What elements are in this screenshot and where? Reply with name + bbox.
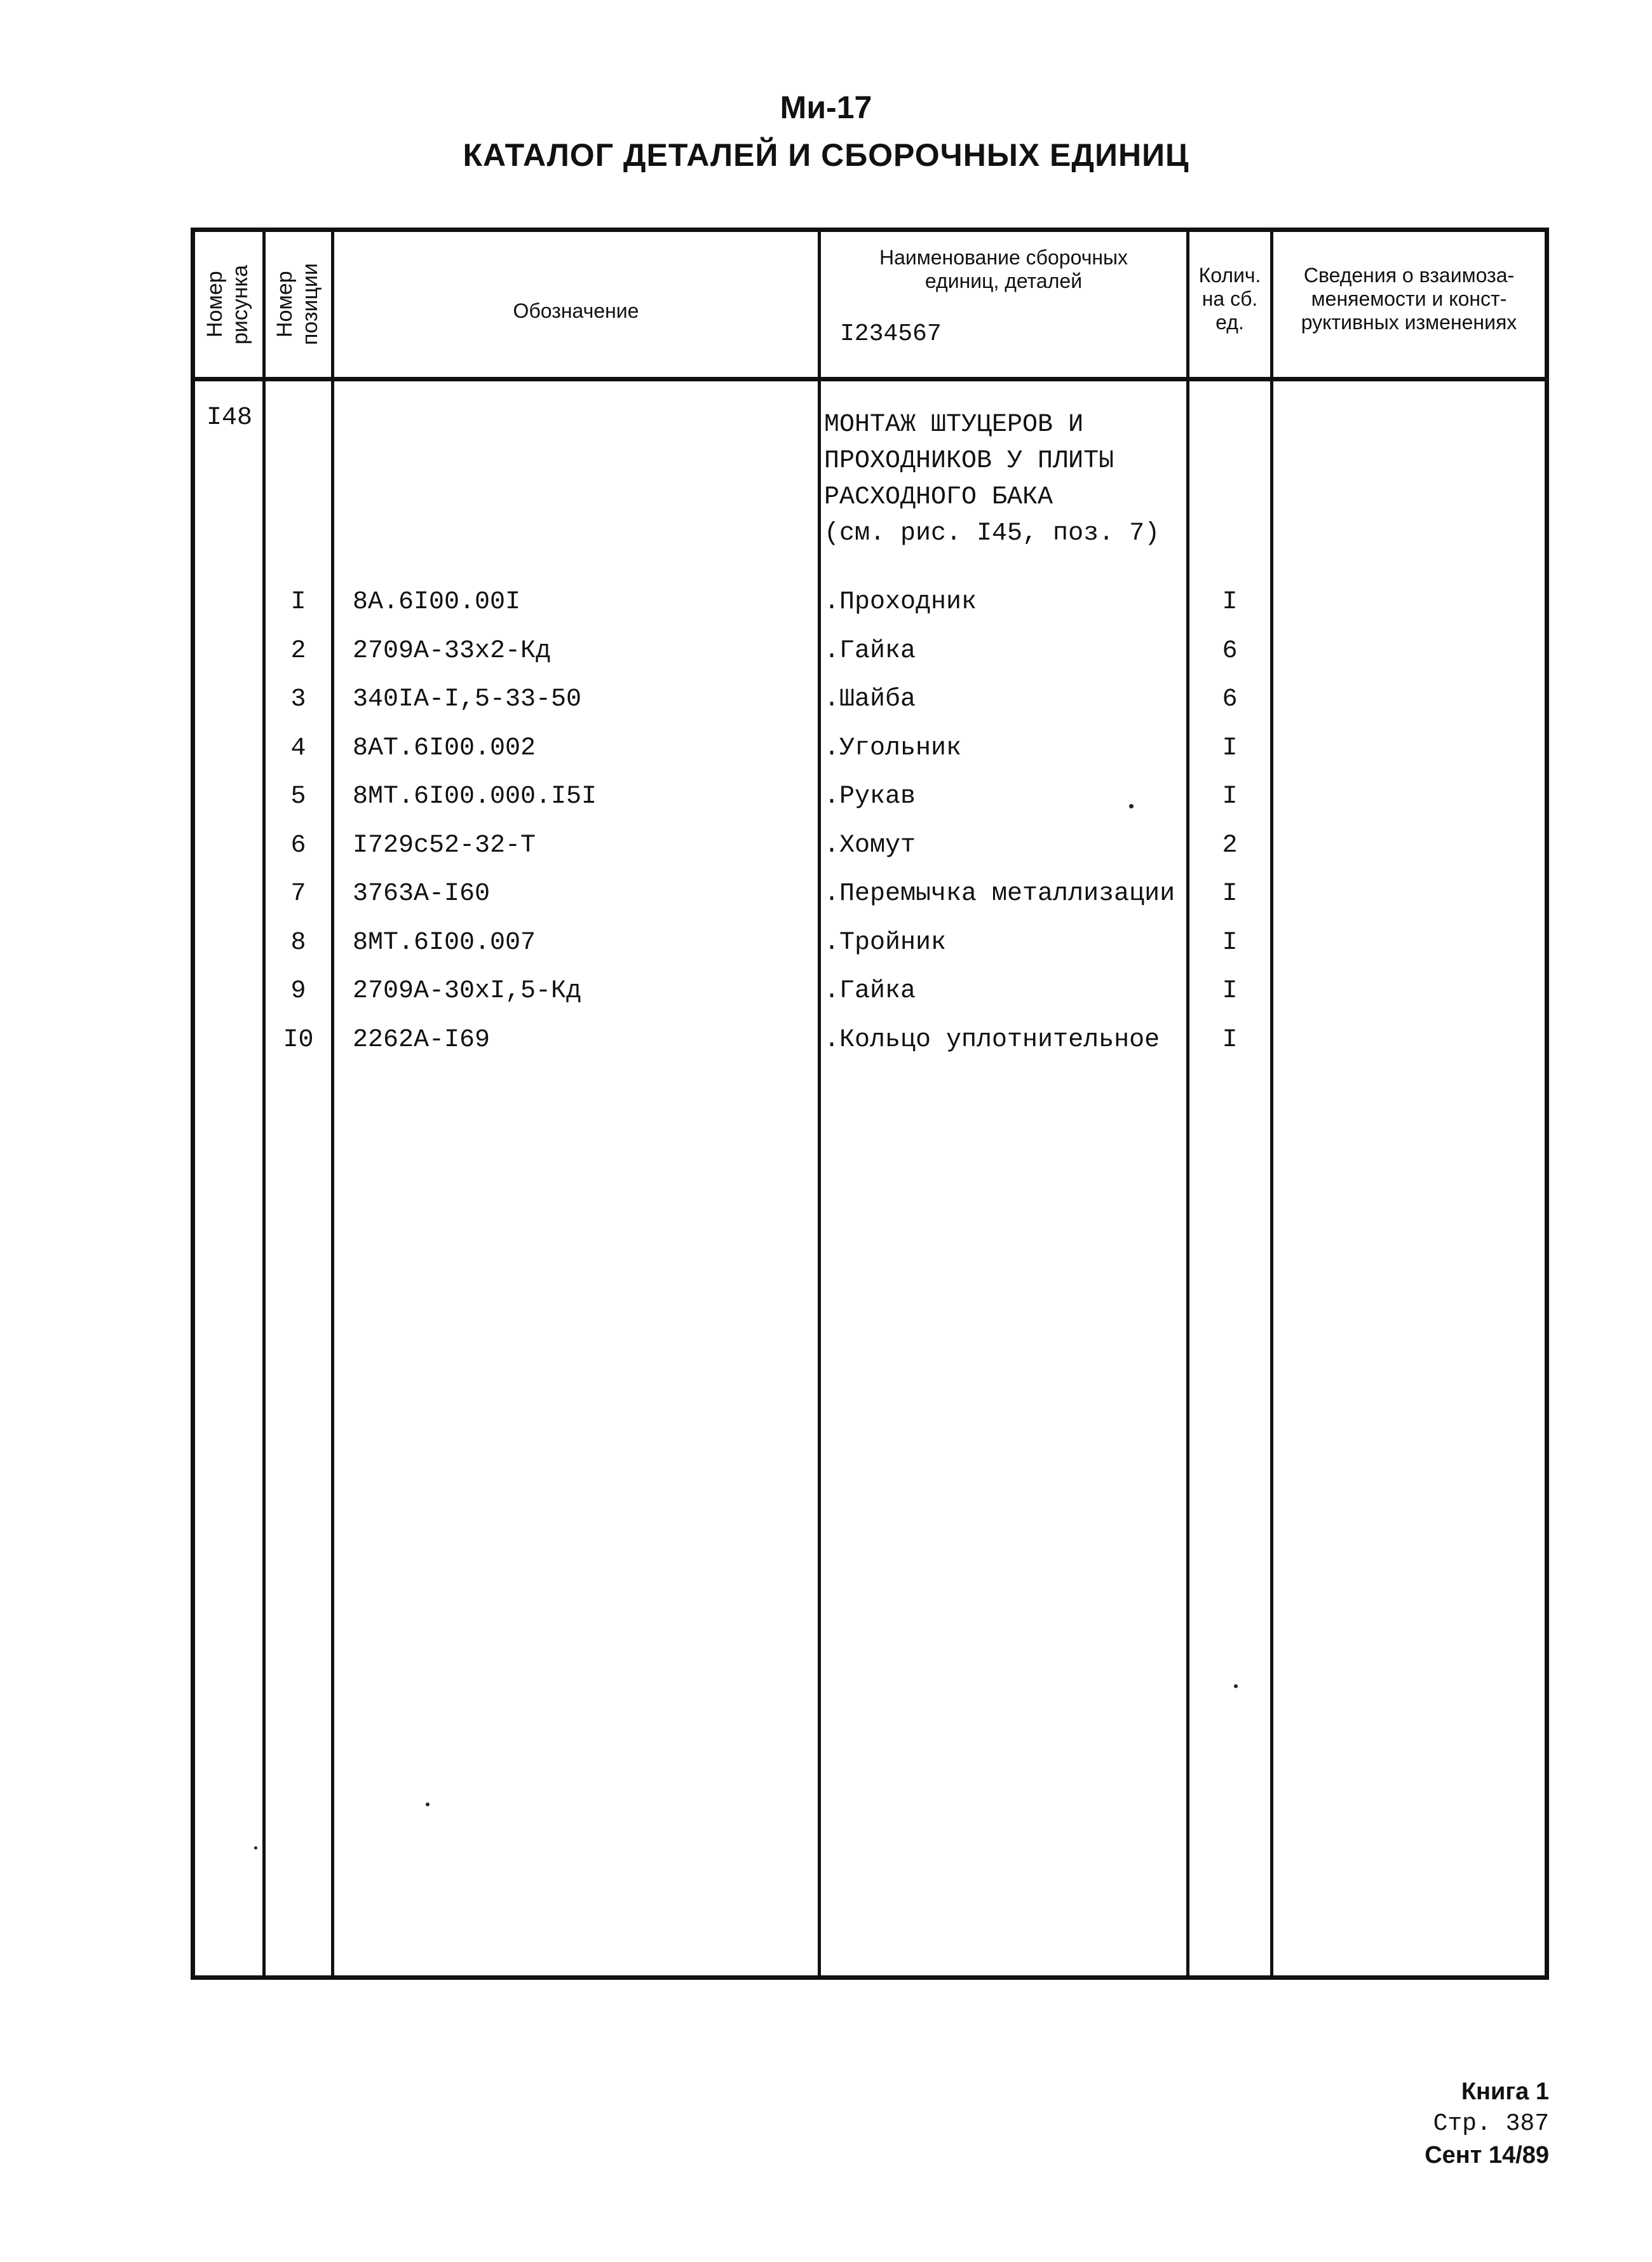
designation-cell: 8АТ.6I00.002 <box>353 733 536 763</box>
position-cell: 6 <box>290 831 306 860</box>
header-figure-number <box>195 232 262 377</box>
header-designation <box>334 232 818 377</box>
designation-cell: 8МТ.6I00.007 <box>353 928 536 957</box>
position-cell: I <box>290 588 306 617</box>
position-cell: 8 <box>290 928 306 957</box>
quantity-cell: I <box>1222 928 1238 957</box>
designation-cell: 3763А-I60 <box>353 880 491 908</box>
position-cell: 7 <box>290 880 306 908</box>
position-cell: 3 <box>290 685 306 714</box>
header-position-number <box>266 232 331 377</box>
name-cell: .Тройник <box>824 928 947 957</box>
quantity-cell: 6 <box>1222 685 1238 714</box>
name-cell: .Рукав <box>824 782 916 811</box>
quantity-cell: I <box>1222 1025 1238 1054</box>
quantity-cell: I <box>1222 733 1238 763</box>
name-cell: .Угольник <box>824 733 962 763</box>
name-cell: .Проходник <box>824 588 977 617</box>
header-notes <box>1273 232 1545 377</box>
header-designation-label: Обозначение <box>513 299 639 322</box>
scan-speck <box>254 1846 257 1850</box>
name-cell: .Гайка <box>824 636 916 665</box>
designation-cell: 2262А-I69 <box>353 1025 491 1054</box>
quantity-cell: I <box>1222 782 1238 811</box>
position-cell: 4 <box>290 733 306 763</box>
document-subtitle: КАТАЛОГ ДЕТАЛЕЙ И СБОРОЧНЫХ ЕДИНИЦ <box>463 137 1189 173</box>
header-name-label: Наименование сборочных единиц, деталей <box>879 246 1128 292</box>
quantity-cell: 6 <box>1222 636 1238 665</box>
designation-cell: 2709А-30хI,5-Кд <box>353 977 582 1005</box>
footer-book: Книга 1 <box>1461 2078 1549 2105</box>
header-position-label: Номер позиции <box>272 263 322 346</box>
document-title: Ми-17 <box>780 90 872 125</box>
footer-date: Сент 14/89 <box>1425 2142 1549 2169</box>
designation-cell: 8А.6I00.00I <box>353 588 521 617</box>
quantity-cell: I <box>1222 880 1238 908</box>
header-quantity <box>1189 232 1270 377</box>
position-cell: 5 <box>290 782 306 811</box>
designation-cell: 8МТ.6I00.000.I5I <box>353 782 597 811</box>
position-cell: 2 <box>290 636 306 665</box>
header-figure-label: Номер рисунка <box>203 264 252 344</box>
quantity-cell: I <box>1222 977 1238 1005</box>
footer-page: Стр. 387 <box>1433 2110 1549 2137</box>
assembly-title-text: МОНТАЖ ШТУЦЕРОВ И ПРОХОДНИКОВ У ПЛИТЫ РАСХОДНОГО БАКА <box>824 411 1114 512</box>
parts-table <box>191 228 1549 1980</box>
header-quantity-label: Колич. на сб. ед. <box>1198 263 1261 334</box>
quantity-cell: 2 <box>1222 831 1238 860</box>
designation-cell: 2709А-33х2-Кд <box>353 636 552 665</box>
scan-speck <box>1234 1684 1238 1688</box>
name-cell: .Перемычка металлизации <box>824 880 1175 908</box>
quantity-cell: I <box>1222 588 1238 617</box>
name-cell: .Гайка <box>824 977 916 1005</box>
header-name <box>821 232 1186 377</box>
scan-speck <box>426 1802 430 1806</box>
figure-number: I48 <box>207 404 253 432</box>
scan-speck <box>1129 804 1134 808</box>
assembly-reference: (см. рис. I45, поз. 7) <box>824 519 1160 548</box>
name-cell: .Кольцо уплотнительное <box>824 1025 1160 1054</box>
name-cell: .Шайба <box>824 685 916 714</box>
name-cell: .Хомут <box>824 831 916 860</box>
designation-cell: I729с52-32-Т <box>353 831 536 860</box>
position-cell: 9 <box>290 977 306 1005</box>
header-name-code: I234567 <box>840 320 942 348</box>
header-notes-label: Сведения о взаимоза- меняемости и конст- руктивных изменениях <box>1301 263 1517 334</box>
assembly-title <box>824 407 1180 552</box>
designation-cell: 340IА-I,5-33-50 <box>353 685 582 714</box>
position-cell: I0 <box>283 1025 314 1054</box>
